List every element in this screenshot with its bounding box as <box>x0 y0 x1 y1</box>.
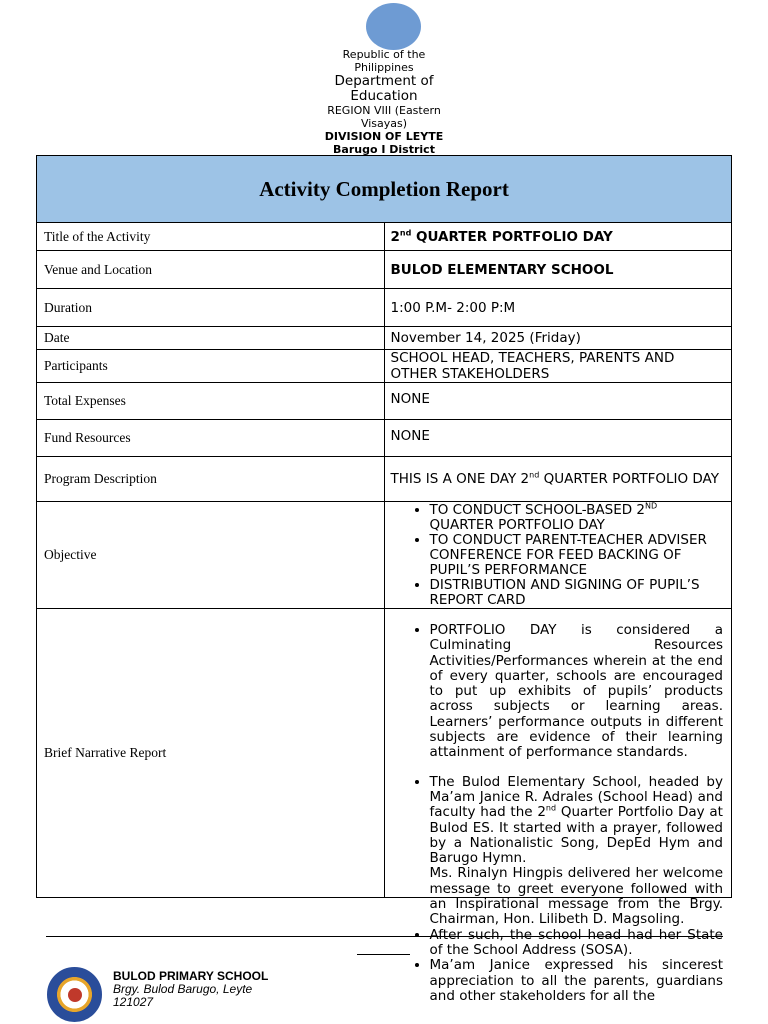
expenses-label: Total Expenses <box>37 383 385 420</box>
objective-1-text: TO CONDUCT SCHOOL-BASED 2 <box>429 502 645 518</box>
table-row <box>37 350 732 383</box>
objective-1-sup: ND <box>645 501 658 511</box>
narrative-2-continued: Ms. Rinalyn Hingpis delivered her welcome message to greet everyone followed with an Inspirational message from the Brgy. Chairman, Hon. Lilibeth D. Magsoling. <box>429 865 723 928</box>
duration-label: Duration <box>37 289 385 327</box>
list-spacer <box>430 761 724 775</box>
table-row <box>37 289 732 327</box>
list-item: • After such, the school head had her State of the School Address (SOSA). <box>430 928 724 959</box>
table-row <box>37 223 732 251</box>
objective-list <box>385 502 724 608</box>
table-row <box>37 327 732 350</box>
program-text-2: QUARTER PORTFOLIO DAY <box>539 471 719 487</box>
header-division: DIVISION OF LEYTE <box>324 130 444 143</box>
participants-label: Participants <box>37 350 385 383</box>
footer-school-code: 121027 <box>113 995 154 1009</box>
header-region: REGION VIII (Eastern <box>327 104 441 117</box>
header-philippines: Philippines <box>354 61 414 74</box>
program-label: Program Description <box>37 457 385 502</box>
fund-value: NONE <box>384 420 732 457</box>
program-text: THIS IS A ONE DAY 2 <box>390 471 530 487</box>
table-row <box>37 420 732 457</box>
narrative-list <box>385 623 724 1004</box>
participants-value: SCHOOL HEAD, TEACHERS, PARENTS AND OTHER STAKEHOLDERS <box>384 350 732 383</box>
table-row <box>37 609 732 898</box>
header-region-name: Visayas) <box>360 117 408 130</box>
date-value: November 14, 2025 (Friday) <box>384 327 732 350</box>
footer-address-block <box>113 970 268 1009</box>
activity-title-text-2: QUARTER PORTFOLIO DAY <box>411 228 613 245</box>
activity-title-value <box>384 223 732 251</box>
activity-title-text: 2 <box>390 228 400 245</box>
venue-label: Venue and Location <box>37 251 385 289</box>
activity-title-sup: nd <box>399 228 412 237</box>
footer-divider <box>46 936 723 937</box>
list-item <box>430 775 724 928</box>
header-department: Department of <box>334 73 434 89</box>
narrative-content <box>385 609 724 1004</box>
logo-center-icon <box>68 988 82 1002</box>
table-row <box>37 383 732 420</box>
header-education: Education <box>350 88 418 104</box>
program-sup: nd <box>529 470 540 480</box>
footer-school-name: BULOD PRIMARY SCHOOL <box>113 969 269 983</box>
objective-label: Objective <box>37 502 385 609</box>
list-item: • Ma’am Janice expressed his sincerest appreciation to all the parents, guardians and other stakeholders for all the <box>430 958 724 1004</box>
footer-address: Brgy. Bulod Barugo, Leyte <box>113 982 253 996</box>
deped-seal-icon <box>366 3 421 50</box>
report-title-row <box>37 156 732 223</box>
report-title: Activity Completion Report <box>37 156 732 223</box>
narrative-2-text: The Bulod Elementary School, headed by Ma’am Janice R. Adrales (School Head) and faculty had the 2 <box>429 773 723 821</box>
table-row <box>37 251 732 289</box>
expenses-value: NONE <box>384 383 732 420</box>
list-item <box>430 503 724 533</box>
objective-value <box>384 502 732 609</box>
narrative-2-sup: nd <box>545 803 557 813</box>
header-district: Barugo I District <box>333 143 435 156</box>
duration-value: 1:00 P.M- 2:00 P:M <box>384 289 732 327</box>
program-value <box>384 457 732 502</box>
list-item: • TO CONDUCT PARENT-TEACHER ADVISER CONFERENCE FOR FEED BACKING OF PUPIL’S PERFORMANCE <box>430 533 724 578</box>
table-row <box>37 457 732 502</box>
narrative-2-text-2: Quarter Portfolio Day at Bulod ES. It started with a prayer, followed by a Nationalistic Song, DepEd Hym and Barugo Hymn. <box>429 804 723 867</box>
school-logo-icon <box>47 967 102 1022</box>
narrative-label: Brief Narrative Report <box>37 609 385 898</box>
venue-value: BULOD ELEMENTARY SCHOOL <box>384 251 732 289</box>
objective-1-text-2: QUARTER PORTFOLIO DAY <box>429 517 605 533</box>
table-row <box>37 502 732 609</box>
footer-divider-short <box>357 954 410 955</box>
date-label: Date <box>37 327 385 350</box>
list-item: • DISTRIBUTION AND SIGNING OF PUPIL’S REPORT CARD <box>430 578 724 608</box>
list-item: • PORTFOLIO DAY is considered a Culminating Resources Activities/Performances wherein at the end of every quarter, schools are encouraged to put up exhibits of pupils’ products across subjects or learning areas. Learners’ performance outputs in different subjects are evidence of their learning attainment of performance standards. <box>430 623 724 761</box>
narrative-value <box>384 609 732 1004</box>
header-republic: Republic of the <box>342 48 426 61</box>
fund-label: Fund Resources <box>37 420 385 457</box>
activity-title-label: Title of the Activity <box>37 223 385 251</box>
